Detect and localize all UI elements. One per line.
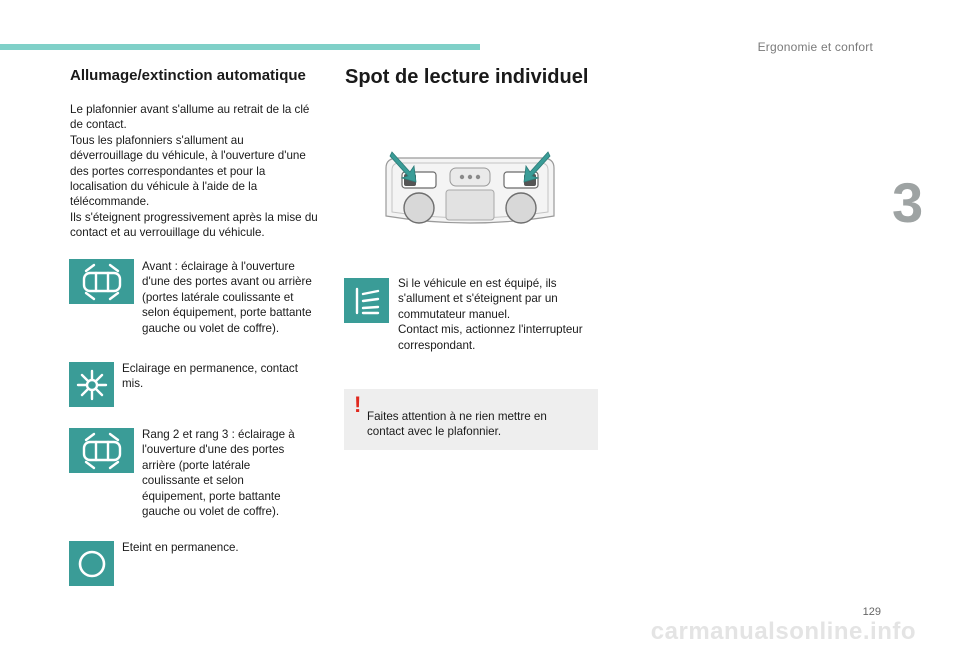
car-doors-open-icon [69, 428, 134, 473]
header-accent-bar [0, 44, 480, 50]
reading-light-icon [344, 278, 389, 323]
item-off-text: Eteint en permanence. [122, 541, 239, 554]
auto-lighting-intro: Le plafonnier avant s'allume au retrait de la clé de contact. Tous les plafonniers s'allument au déverrouillage du véhicule, à l'ouverture d'une des portes correspondantes et pour la localisation du véhicule à l'aide de la télécommande. Ils s'éteignent progressivement après la mise du contact et au verrouillage du véhicule. [70, 103, 318, 240]
item-front-text: Avant : éclairage à l'ouverture d'une des portes avant ou arrière (portes latérale coulissante et selon équipement, porte battante gauche ou volet de coffre). [142, 260, 312, 335]
item-permanent-text: Eclairage en permanence, contact mis. [122, 362, 298, 391]
chapter-number: 3 [892, 171, 924, 234]
item-rows-text: Rang 2 et rang 3 : éclairage à l'ouverture d'une des portes arrière (porte latérale coulissante et selon équipement, porte battante gauche ou volet de coffre). [142, 428, 295, 519]
watermark: carmanualsonline.info [650, 618, 916, 645]
warning-text: Faites attention à ne rien mettre en contact avec le plafonnier. [367, 409, 547, 438]
reading-light-text: Si le véhicule en est équipé, ils s'allument et s'éteignent par un commutateur manuel. Contact mis, actionnez l'interrupteur correspondant. [398, 277, 583, 352]
reading-light-title: Spot de lecture individuel [345, 66, 589, 88]
sun-light-icon [69, 362, 114, 407]
section-title: Ergonomie et confort [757, 40, 873, 54]
auto-lighting-title: Allumage/extinction automatique [70, 67, 306, 84]
warning-icon: ! [354, 392, 362, 417]
ceiling-light-illustration [380, 146, 560, 230]
circle-off-icon [69, 541, 114, 586]
car-doors-open-icon [69, 259, 134, 304]
page-number: 129 [862, 606, 881, 618]
